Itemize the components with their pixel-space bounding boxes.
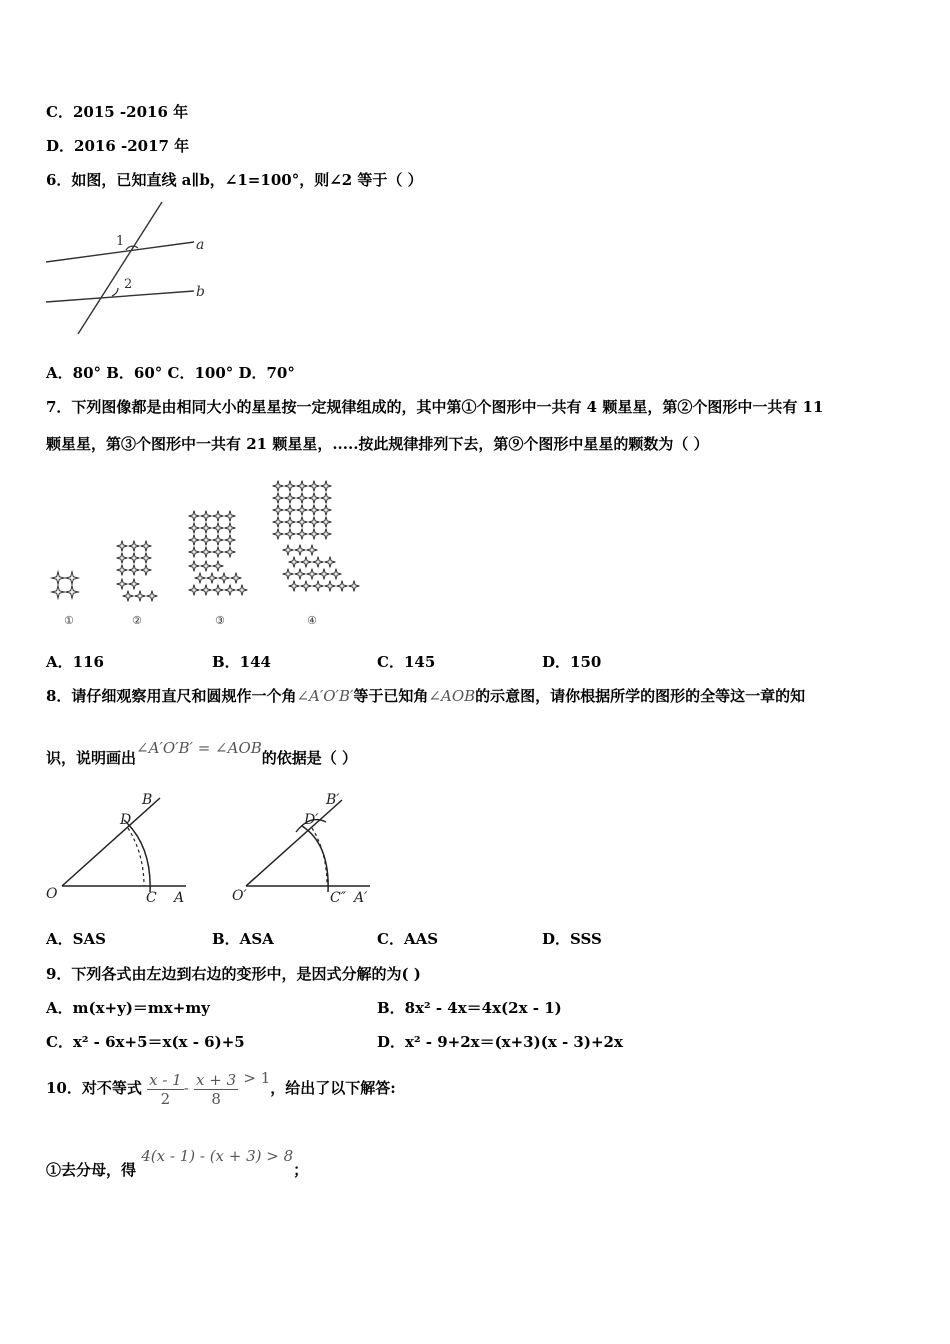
q8-fig1-label-b: B [142, 792, 153, 808]
star-shape [52, 572, 65, 585]
star-shape [297, 481, 308, 492]
star-shape [147, 591, 158, 602]
option-d-prev: D．2016 -2017 年 [46, 137, 190, 155]
star-shape [141, 553, 152, 564]
star-shape [301, 581, 312, 592]
q8-equation: ∠A′O′B′ = ∠AOB [136, 739, 262, 757]
star-shape [309, 505, 320, 516]
q8-fig1-label-c: C [146, 890, 157, 906]
q7-option-d: D．150 [542, 653, 602, 671]
star-shape [117, 541, 128, 552]
star-shape [295, 569, 306, 580]
q8-angle-figure-copy [230, 786, 390, 911]
q10-fraction-1 [147, 1071, 184, 1108]
q10-stem-a: 10．对不等式 [46, 1079, 142, 1097]
q10-step1 [46, 1147, 309, 1180]
star-shape [319, 569, 330, 580]
q8-option-d: D．SSS [542, 930, 602, 948]
star-shape [295, 545, 306, 556]
star-shape [129, 553, 140, 564]
q6-angle1-label: 1 [116, 234, 125, 249]
star-shape [52, 586, 65, 599]
q10-step1-b: ； [293, 1161, 309, 1179]
star-shape [309, 517, 320, 528]
star-shape [201, 585, 212, 596]
star-shape [201, 535, 212, 546]
q6-angle2-label: 2 [124, 277, 133, 292]
star-shape [141, 541, 152, 552]
star-shape [309, 481, 320, 492]
q7-fig-label-2: ② [132, 614, 142, 627]
q7-fig-label-1: ① [64, 614, 74, 627]
q8-fig2-label-c: C″ [330, 890, 346, 906]
star-shape [285, 529, 296, 540]
q9-option-b: B．8x² - 4x＝4x(2x - 1) [377, 999, 562, 1017]
star-shape [331, 569, 342, 580]
star-shape [337, 581, 348, 592]
star-shape [201, 547, 212, 558]
star-shape [325, 581, 336, 592]
star-shape [213, 523, 224, 534]
star-shape [321, 493, 332, 504]
q10-stem-b: ，给出了以下解答: [270, 1079, 396, 1097]
q10-frac1-den: 2 [160, 1089, 171, 1108]
star-shape [237, 585, 248, 596]
star-shape [225, 511, 236, 522]
star-shape [213, 561, 224, 572]
star-shape [273, 505, 284, 516]
star-shape [349, 581, 360, 592]
star-shape [321, 481, 332, 492]
star-shape [313, 557, 324, 568]
star-shape [189, 547, 200, 558]
star-shape [325, 557, 336, 568]
star-shape [307, 569, 318, 580]
q6-parallel-lines-figure [44, 198, 214, 338]
q10-gt: > 1 [243, 1069, 271, 1087]
star-shape [273, 493, 284, 504]
option-c-prev: C．2015 -2016 年 [46, 103, 189, 121]
q8-angle-prime: ∠A′O′B′ [296, 687, 354, 705]
star-shape [283, 569, 294, 580]
star-shape [297, 517, 308, 528]
star-shape [321, 529, 332, 540]
star-shape [225, 585, 236, 596]
q8-fig2-label-d: D′ [304, 812, 319, 828]
star-shape [195, 573, 206, 584]
q8-fig2-label-o: O′ [232, 888, 247, 904]
q8-line2-b: 的依据是（ ） [261, 749, 358, 767]
star-shape [225, 523, 236, 534]
star-shape [289, 557, 300, 568]
q8-stem-line2 [46, 739, 358, 768]
star-shape [213, 585, 224, 596]
q10-step1-expr: 4(x - 1) - (x + 3) > 8 [141, 1147, 294, 1165]
star-shape [289, 581, 300, 592]
star-shape [283, 545, 294, 556]
star-shape [231, 573, 242, 584]
star-shape [225, 547, 236, 558]
star-shape [189, 523, 200, 534]
q6-options: A．80° B．60° C．100° D．70° [46, 364, 295, 382]
star-shape [321, 517, 332, 528]
star-shape [189, 561, 200, 572]
star-shape [189, 585, 200, 596]
q6-line-a-label: a [196, 237, 205, 253]
star-shape [285, 505, 296, 516]
star-shape [219, 573, 230, 584]
star-shape [117, 565, 128, 576]
q10-frac1-num: x - 1 [149, 1070, 182, 1089]
star-shape [201, 523, 212, 534]
star-shape [189, 535, 200, 546]
star-shape [129, 579, 140, 590]
q8-line1-b: 等于已知角 [353, 687, 429, 705]
q9-option-c: C．x² - 6x+5＝x(x - 6)+5 [46, 1033, 245, 1051]
q8-line2-a: 识，说明画出 [46, 749, 137, 767]
star-shape [201, 511, 212, 522]
star-shape [285, 493, 296, 504]
star-shape [213, 511, 224, 522]
q8-option-b: B．ASA [212, 930, 274, 948]
star-shape [285, 517, 296, 528]
star-shape [273, 481, 284, 492]
star-shape [297, 493, 308, 504]
q7-stem-line1: 7．下列图像都是由相同大小的星星按一定规律组成的，其中第①个图形中一共有 4 颗星星，第②个图形中一共有 11 [46, 398, 824, 416]
star-shape [309, 529, 320, 540]
q10-step1-a: ①去分母，得 [46, 1161, 137, 1179]
star-shape [313, 581, 324, 592]
q9-option-a: A．m(x+y)＝mx+my [46, 999, 210, 1017]
star-shape [285, 481, 296, 492]
q9-option-d: D．x² - 9+2x＝(x+3)(x - 3)+2x [377, 1033, 623, 1051]
q10-frac2-num: x + 3 [196, 1070, 237, 1089]
q8-fig1-label-a: A [174, 890, 185, 906]
star-shape [123, 591, 134, 602]
q10-frac2-den: 8 [211, 1089, 221, 1108]
q8-option-a: A．SAS [46, 930, 106, 948]
star-shape [273, 517, 284, 528]
q8-stem-line1 [46, 686, 805, 706]
q7-option-c: C．145 [377, 653, 436, 671]
star-shape [213, 535, 224, 546]
star-shape [207, 573, 218, 584]
star-shape [129, 565, 140, 576]
star-shape [213, 547, 224, 558]
q7-option-a: A．116 [46, 653, 104, 671]
q10-fraction-2 [194, 1071, 238, 1108]
star-shape [117, 579, 128, 590]
q7-star-pattern-figure [44, 472, 364, 632]
star-shape [225, 535, 236, 546]
q8-fig2-label-b: B′ [326, 792, 340, 808]
star-shape [273, 529, 284, 540]
q8-line1-c: 的示意图，请你根据所学的图形的全等这一章的知 [475, 687, 806, 705]
star-shape [309, 493, 320, 504]
q6-stem: 6．如图，已知直线 a∥b，∠1=100°，则∠2 等于（ ） [46, 171, 423, 189]
star-shape [321, 505, 332, 516]
q8-fig1-label-d: D [120, 812, 132, 828]
q8-angle-orig: ∠AOB [428, 687, 476, 705]
star-shape [66, 572, 79, 585]
q8-fig2-label-a: A′ [354, 890, 368, 906]
q7-option-b: B．144 [212, 653, 271, 671]
q6-line-b-label: b [196, 284, 205, 300]
star-shape [135, 591, 146, 602]
star-shape [307, 545, 318, 556]
q8-option-c: C．AAS [377, 930, 439, 948]
star-shape [201, 561, 212, 572]
star-shape [66, 586, 79, 599]
q7-fig-label-4: ④ [307, 614, 317, 627]
star-shape [141, 565, 152, 576]
q8-angle-figure-original [40, 786, 200, 911]
q10-stem [46, 1066, 396, 1110]
star-shape [189, 511, 200, 522]
q10-minus: - [183, 1079, 189, 1097]
star-shape [117, 553, 128, 564]
q8-line1-a: 8．请仔细观察用直尺和圆规作一个角 [46, 687, 297, 705]
star-shape [297, 529, 308, 540]
star-shape [301, 557, 312, 568]
q8-fig1-label-o: O [46, 886, 58, 902]
q7-fig-label-3: ③ [215, 614, 225, 627]
star-shape [129, 541, 140, 552]
star-shape [297, 505, 308, 516]
q9-stem: 9．下列各式由左边到右边的变形中，是因式分解的为( ) [46, 965, 421, 983]
q7-stem-line2: 颗星星，第③个图形中一共有 21 颗星星，.....按此规律排列下去，第⑨个图形中星星的颗数为（ ） [46, 435, 709, 453]
